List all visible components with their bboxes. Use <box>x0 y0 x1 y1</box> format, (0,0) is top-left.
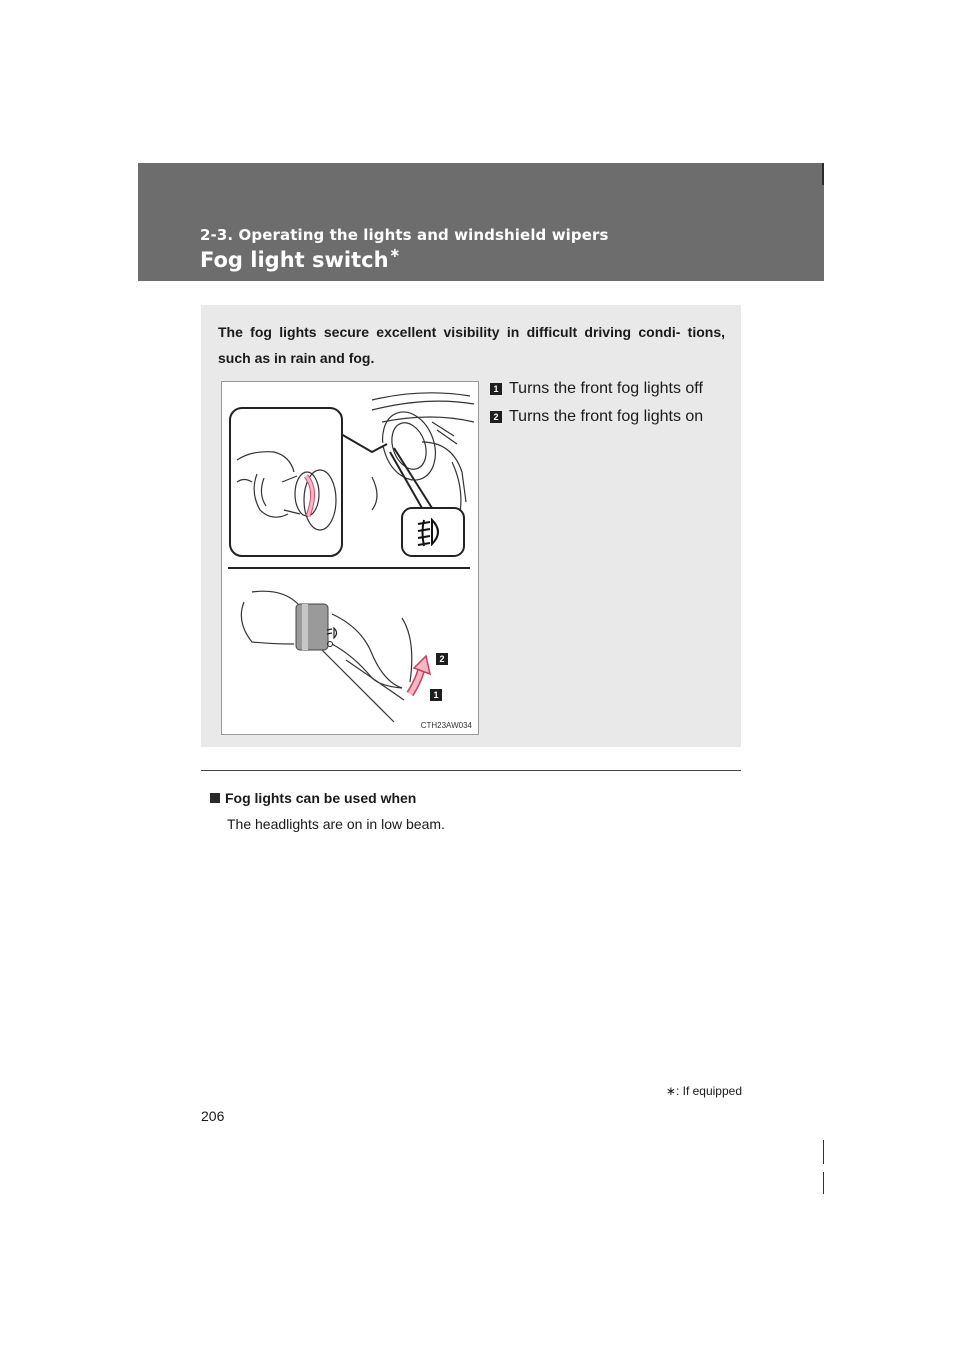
step-badge: 2 <box>490 411 502 423</box>
info-panel <box>201 305 741 747</box>
margin-tick <box>823 1172 824 1194</box>
intro-text: The fog lights secure excellent visibility in difficult driving condi- tions, such as in rain and fog. <box>218 324 725 366</box>
step-item-on <box>490 403 735 431</box>
step-badge: 1 <box>490 383 502 395</box>
note-heading-text: Fog lights can be used when <box>225 790 417 806</box>
square-bullet-icon <box>210 793 220 803</box>
callout-badge-on: 2 <box>436 653 448 665</box>
fog-switch-illustration <box>221 381 479 735</box>
header-tick <box>822 163 824 185</box>
footnote: ∗: If equipped <box>665 1084 742 1098</box>
step-text: Turns the front fog lights off <box>509 380 703 397</box>
page-title <box>200 248 400 272</box>
step-list <box>490 375 735 431</box>
fog-switch-drawing <box>222 382 478 734</box>
page-number: 206 <box>201 1108 225 1124</box>
section-label: 2-3. Operating the lights and windshield wipers <box>200 226 609 244</box>
note-heading <box>210 790 416 806</box>
if-equipped-mark: ∗ <box>389 246 401 261</box>
note-body: The headlights are on in low beam. <box>227 816 445 832</box>
callout-badge-off: 1 <box>430 689 442 701</box>
step-item-off <box>490 375 735 403</box>
step-text: Turns the front fog lights on <box>509 408 704 425</box>
figure-code: CTH23AW034 <box>420 721 472 730</box>
page-title-text: Fog light switch <box>200 248 389 272</box>
margin-tick <box>823 1140 824 1164</box>
section-divider <box>201 770 741 771</box>
